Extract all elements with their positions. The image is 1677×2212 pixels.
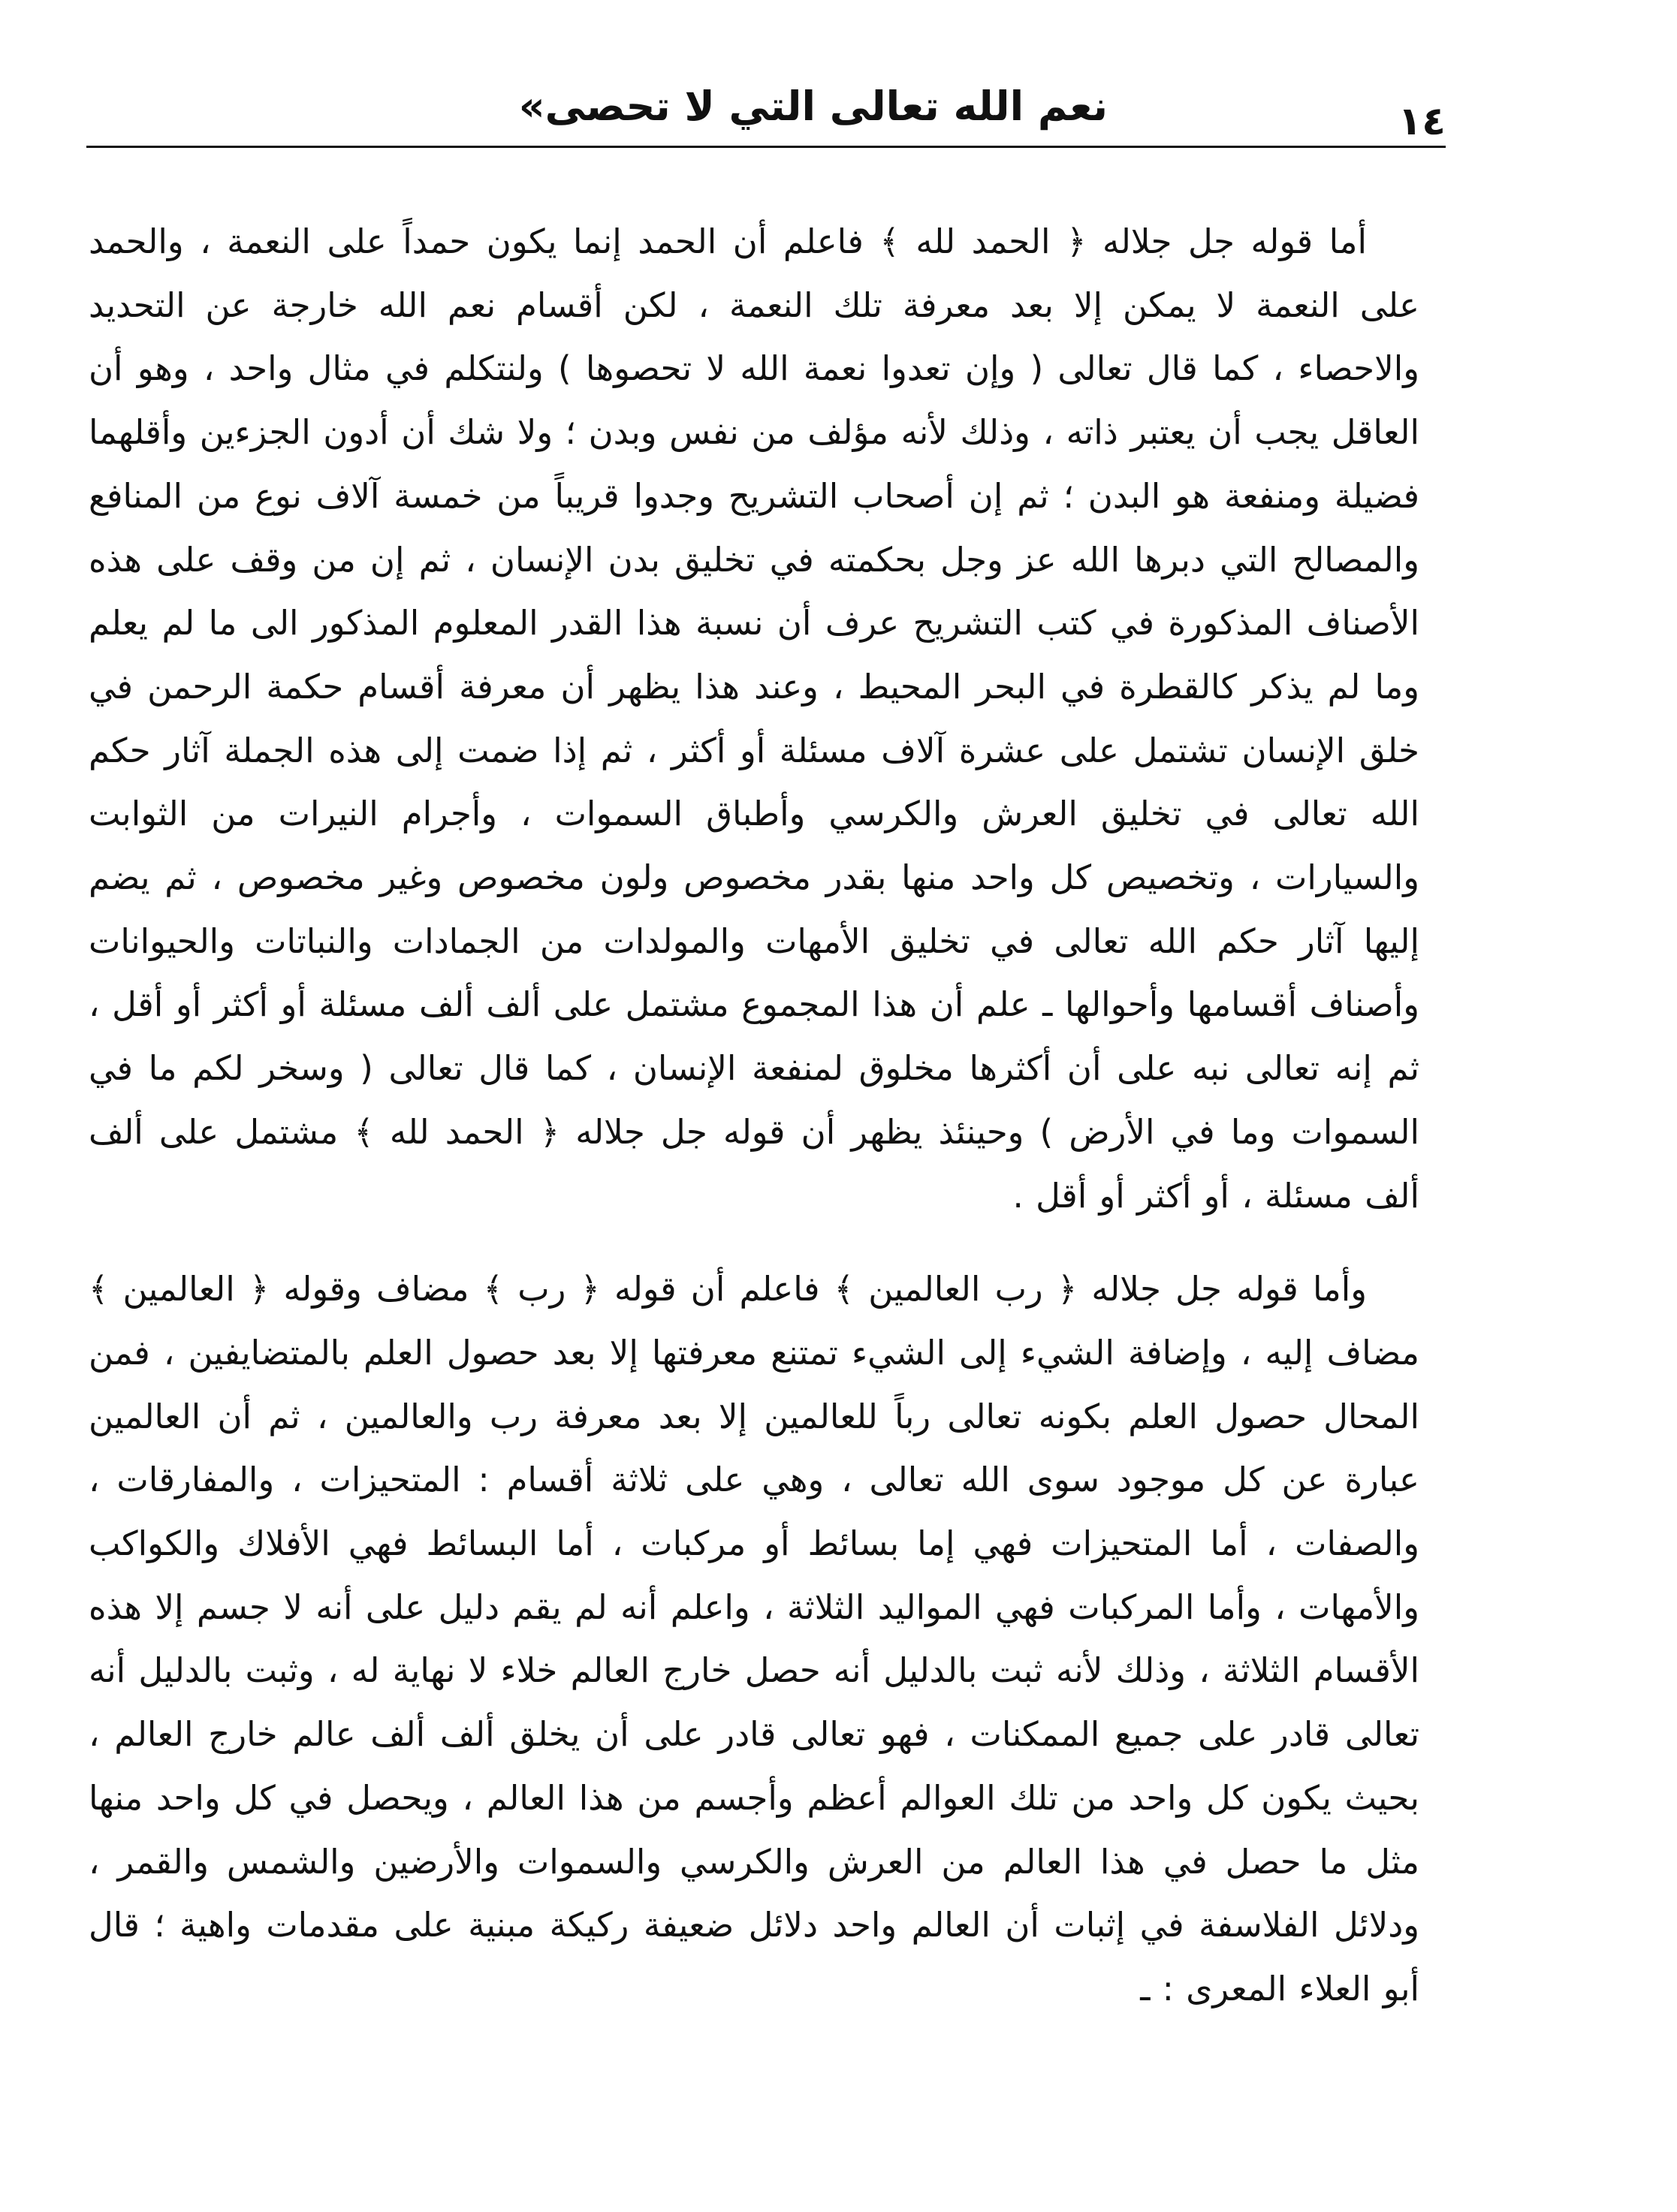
page-title: نعم الله تعالى التي لا تحصى» xyxy=(518,83,1108,130)
page-number: ١٤ xyxy=(1398,99,1446,144)
body-text xyxy=(89,210,1419,2132)
header-rule xyxy=(86,146,1446,148)
running-head xyxy=(86,60,1446,150)
paragraph-2: وأما قوله جل جلاله ﴿ رب العالمين ﴾ فاعلم أن قوله ﴿ رب ﴾ مضاف وقوله ﴿ العالمين ﴾ مضاف إليه ، وإضافة الشيء إلى الشيء تمتنع معرفتها إلا بعد حصول العلم بالمتضايفين ، فمن المحال حصول العلم بكونه تعالى رباً للعالمين إلا بعد معرفة رب والعالمين ، ثم أن العالمين عبارة عن كل موجود سوى الله تعالى ، وهي على ثلاثة أقسام : المتحيزات ، والمفارقات ، والصفات ، أما المتحيزات فهي إما بسائط أو مركبات ، أما البسائط فهي الأفلاك والكواكب والأمهات ، وأما المركبات فهي المواليد الثلاثة ، واعلم أنه لم يقم دليل على أنه لا جسم إلا هذه الأقسام الثلاثة ، وذلك لأنه ثبت بالدليل أنه حصل خارج العالم خلاء لا نهاية له ، وثبت بالدليل أنه تعالى قادر على جميع الممكنات ، فهو تعالى قادر على أن يخلق ألف ألف عالم خارج العالم ، بحيث يكون كل واحد من تلك العوالم أعظم وأجسم من هذا العالم ، ويحصل في كل واحد منها مثل ما حصل في هذا العالم من العرش والكرسي والسموات والأرضين والشمس والقمر ، ودلائل الفلاسفة في إثبات أن العالم واحد دلائل ضعيفة ركيكة مبنية على مقدمات واهية ؛ قال أبو العلاء المعرى : ـ xyxy=(89,1269,1419,2009)
paragraph-1: أما قوله جل جلاله ﴿ الحمد لله ﴾ فاعلم أن الحمد إنما يكون حمداً على النعمة ، والحمد على النعمة لا يمكن إلا بعد معرفة تلك النعمة ، لكن أقسام نعم الله خارجة عن التحديد والاحصاء ، كما قال تعالى ( وإن تعدوا نعمة الله لا تحصوها ) ولنتكلم في مثال واحد ، وهو أن العاقل يجب أن يعتبر ذاته ، وذلك لأنه مؤلف من نفس وبدن ؛ ولا شك أن أدون الجزءين وأقلهما فضيلة ومنفعة هو البدن ؛ ثم إن أصحاب التشريح وجدوا قريباً من خمسة آلاف نوع من المنافع والمصالح التي دبرها الله عز وجل بحكمته في تخليق بدن الإنسان ، ثم إن من وقف على هذه الأصناف المذكورة في كتب التشريح عرف أن نسبة هذا القدر المعلوم المذكور الى ما لم يعلم وما لم يذكر كالقطرة في البحر المحيط ، وعند هذا يظهر أن معرفة أقسام حكمة الرحمن في خلق الإنسان تشتمل على عشرة آلاف مسئلة أو أكثر ، ثم إذا ضمت إلى هذه الجملة آثار حكم الله تعالى في تخليق العرش والكرسي وأطباق السموات ، وأجرام النيرات من الثوابت والسيارات ، وتخصيص كل واحد منها بقدر مخصوص ولون مخصوص وغير مخصوص ، ثم يضم إليها آثار حكم الله تعالى في تخليق الأمهات والمولدات من الجمادات والنباتات والحيوانات وأصناف أقسامها وأحوالها ـ علم أن هذا المجموع مشتمل على ألف ألف مسئلة أو أكثر أو أقل ، ثم إنه تعالى نبه على أن أكثرها مخلوق لمنفعة الإنسان ، كما قال تعالى ( وسخر لكم ما في السموات وما في الأرض ) وحينئذ يظهر أن قوله جل جلاله ﴿ الحمد لله ﴾ مشتمل على ألف ألف مسئلة ، أو أكثر أو أقل . xyxy=(89,222,1419,1216)
